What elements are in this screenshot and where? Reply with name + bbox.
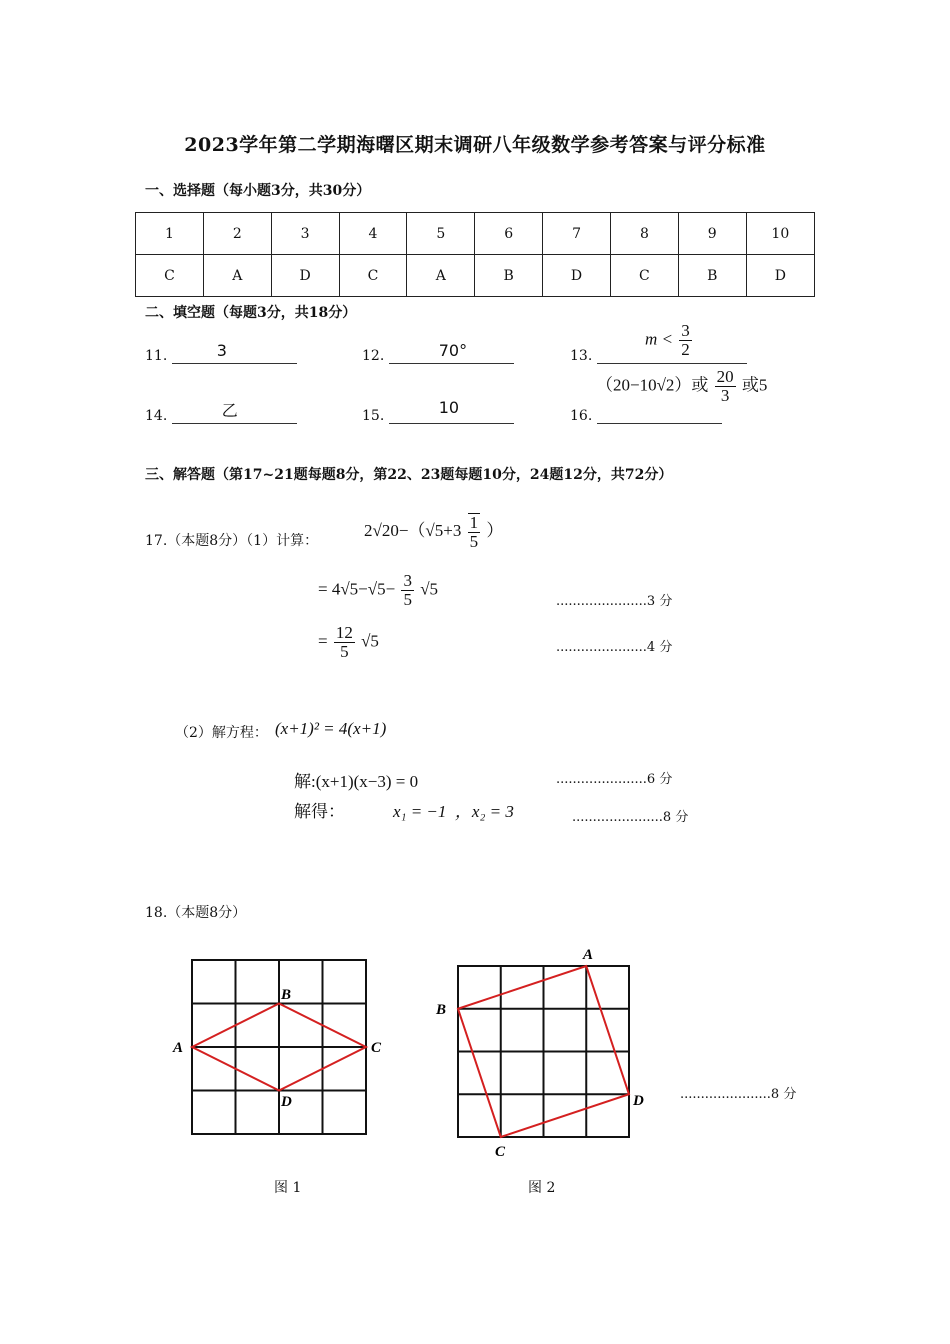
q11 — [145, 343, 297, 364]
fig1-caption: 图 1 — [274, 1180, 302, 1196]
fig2-label-c: C — [495, 1144, 506, 1160]
fig2-grid — [458, 966, 629, 1137]
figure-2 — [430, 940, 660, 1165]
q17-expression — [364, 513, 503, 551]
fig2-label-a: A — [583, 947, 594, 963]
q11-label: 11. — [145, 348, 168, 364]
q15-blank — [389, 398, 514, 424]
q14-answer: 乙 — [221, 401, 238, 420]
fig2-label-d: D — [633, 1093, 644, 1109]
table-cell-answer: B — [678, 255, 746, 297]
table-cell-number: 4 — [339, 213, 407, 255]
fig1-label-a: A — [173, 1040, 184, 1056]
table-cell-answer: D — [271, 255, 339, 297]
q17-solve2-score: ......................8 分 — [572, 810, 689, 825]
q17-step1-num: 3 — [403, 571, 412, 590]
q14 — [145, 403, 297, 424]
q16-answer — [596, 368, 767, 405]
q17-step2-b: √5 — [361, 631, 379, 651]
q15-label: 15. — [362, 408, 385, 424]
q17-step2-score: ......................4 分 — [556, 640, 673, 655]
q16-den: 3 — [720, 386, 730, 405]
answer-table — [135, 212, 815, 297]
table-cell-number: 2 — [203, 213, 271, 255]
q17-solve2-expr: x₁ = −1 ，x₂ = 3 — [393, 802, 514, 821]
table-row-answers — [136, 255, 815, 297]
q17-part2-label: （2）解方程： — [175, 725, 268, 741]
table-cell-number: 7 — [543, 213, 611, 255]
figure-1 — [165, 945, 405, 1145]
q17-solve1-score: ......................6 分 — [556, 772, 673, 787]
table-cell-number: 1 — [136, 213, 204, 255]
table-cell-answer: C — [136, 255, 204, 297]
fig1-grid — [192, 960, 366, 1134]
table-cell-answer: D — [543, 255, 611, 297]
q11-answer: 3 — [216, 341, 227, 360]
table-cell-answer: C — [610, 255, 678, 297]
q12 — [362, 343, 514, 364]
section3-heading: 三、解答题（第17~21题每题8分，第22、23题每题10分，24题12分，共72分） — [145, 467, 673, 483]
q17-expr-tail: ） — [486, 520, 504, 540]
q13-label: 13. — [570, 348, 593, 364]
fig1-label-d: D — [281, 1094, 292, 1110]
q16-blank — [597, 403, 722, 424]
table-cell-number: 6 — [475, 213, 543, 255]
q12-answer: 70° — [438, 341, 468, 360]
q17-step1-b: √5 — [420, 579, 439, 599]
q17-expr-num: 1 — [469, 513, 479, 532]
q17-step1 — [318, 572, 438, 609]
q14-blank — [172, 403, 297, 424]
q16 — [570, 403, 722, 424]
table-cell-number: 3 — [271, 213, 339, 255]
q17-part2-expr: (x+1)² = 4(x+1) — [275, 719, 387, 738]
table-cell-answer: D — [746, 255, 814, 297]
q13-answer — [645, 322, 694, 359]
page-title: 2023学年第二学期海曙区期末调研八年级数学参考答案与评分标准 — [184, 134, 766, 156]
q15-answer: 10 — [438, 398, 460, 417]
fig1-label-b: B — [281, 987, 292, 1003]
q16-label: 16. — [570, 408, 593, 424]
q16-num: 20 — [716, 367, 734, 386]
q13-prefix: m < — [645, 329, 673, 349]
q16-part2: 或5 — [741, 375, 768, 395]
fig2-label-b: B — [436, 1002, 447, 1018]
q17-label: 17.（本题8分）（1）计算： — [145, 533, 319, 549]
table-cell-number: 8 — [610, 213, 678, 255]
table-cell-answer: B — [475, 255, 543, 297]
q12-blank — [389, 343, 514, 364]
q17-step2-den: 5 — [340, 642, 349, 661]
q14-label: 14. — [145, 408, 168, 424]
q15 — [362, 398, 514, 424]
table-cell-answer: A — [407, 255, 475, 297]
table-cell-number: 9 — [678, 213, 746, 255]
q17-step2-num: 12 — [335, 623, 353, 642]
table-row-numbers — [136, 213, 815, 255]
fig1-label-c: C — [371, 1040, 382, 1056]
q17-step2 — [318, 624, 379, 661]
q16-part1: （20−10√2）或 — [596, 375, 709, 395]
q17-step1-a: = 4√5−√5− — [318, 579, 396, 599]
q17-step1-score: ......................3 分 — [556, 594, 673, 609]
q17-solve1: 解:(x+1)(x−3) = 0 — [294, 772, 419, 791]
section2-heading: 二、填空题（每题3分，共18分） — [145, 305, 357, 321]
q13-num: 3 — [681, 321, 690, 340]
table-cell-answer: C — [339, 255, 407, 297]
table-cell-answer: A — [203, 255, 271, 297]
q17-expr-lead: 2√20−（√5+3 — [364, 520, 462, 540]
q17-expr-den: 5 — [469, 532, 479, 551]
q13-den: 2 — [681, 340, 690, 359]
fig2-caption: 图 2 — [528, 1180, 556, 1196]
q18-label: 18.（本题8分） — [145, 905, 247, 921]
section1-heading: 一、选择题（每小题3分，共30分） — [145, 183, 371, 199]
q17-step2-a: = — [318, 631, 328, 651]
q18-score: ......................8 分 — [680, 1087, 797, 1102]
table-cell-number: 10 — [746, 213, 814, 255]
q17-step1-den: 5 — [403, 590, 412, 609]
table-cell-number: 5 — [407, 213, 475, 255]
q12-label: 12. — [362, 348, 385, 364]
q17-solve2-label: 解得： — [294, 802, 345, 821]
q11-blank — [172, 343, 297, 364]
